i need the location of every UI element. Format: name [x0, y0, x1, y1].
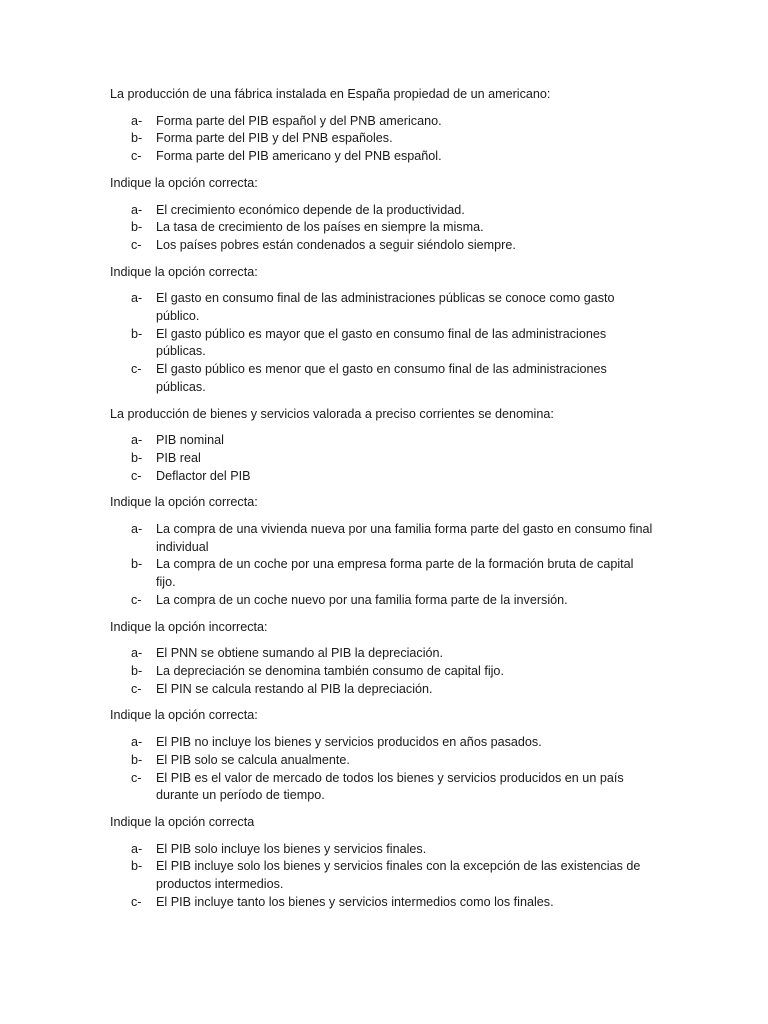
option-text: La depreciación se denomina también consumo de capital fijo. [156, 663, 504, 678]
option-text: La compra de un coche por una empresa forma parte de la formación bruta de capital fijo. [156, 557, 634, 590]
option-letter: c- [131, 237, 142, 252]
option-letter: b- [131, 131, 143, 146]
option-c [110, 148, 664, 166]
option-a [110, 432, 664, 450]
option-letter: c- [131, 770, 142, 785]
option-letter: b- [131, 220, 143, 235]
option-text: El gasto público es mayor que el gasto en consumo final de las administraciones públicas. [156, 326, 607, 359]
option-a [110, 734, 664, 752]
option-text: La compra de un coche nuevo por una familia forma parte de la inversión. [156, 592, 568, 607]
option-letter: c- [131, 468, 142, 483]
options-list [110, 734, 664, 805]
option-letter: b- [131, 663, 143, 678]
option-b [110, 556, 664, 591]
option-text: El PNN se obtiene sumando al PIB la depreciación. [156, 646, 444, 661]
option-letter: b- [131, 859, 143, 874]
option-c [110, 237, 664, 255]
option-letter: b- [131, 557, 143, 572]
option-text: Forma parte del PIB americano y del PNB español. [156, 149, 442, 164]
option-a [110, 841, 664, 859]
option-c [110, 681, 664, 699]
option-letter: c- [131, 362, 142, 377]
option-letter: b- [131, 450, 143, 465]
option-c [110, 894, 664, 912]
options-list [110, 290, 664, 396]
option-text: La compra de una vivienda nueva por una familia forma parte del gasto en consumo final individual [156, 522, 653, 554]
question-text: Indique la opción correcta: [110, 175, 258, 190]
option-text: El PIB incluye solo los bienes y servicios finales con la excepción de las existencias de productos intermedios. [156, 859, 641, 892]
option-b [110, 130, 664, 148]
option-text: PIB nominal [156, 433, 224, 448]
option-b [110, 450, 664, 468]
option-text: El gasto en consumo final de las administraciones públicas se conoce como gasto público. [156, 291, 615, 324]
question-8 [110, 814, 664, 912]
option-letter: b- [131, 326, 143, 341]
option-text: Deflactor del PIB [156, 468, 251, 483]
question-7 [110, 707, 664, 805]
option-letter: a- [131, 646, 143, 661]
question-text: Indique la opción correcta: [110, 495, 258, 510]
option-c [110, 770, 664, 805]
option-text: Forma parte del PIB y del PNB españoles. [156, 131, 393, 146]
question-text: La producción de bienes y servicios valorada a preciso corrientes se denomina: [110, 406, 554, 421]
options-list [110, 521, 664, 610]
question-2 [110, 175, 664, 255]
question-text: Indique la opción correcta [110, 814, 255, 829]
option-letter: c- [131, 681, 142, 696]
option-letter: c- [131, 592, 142, 607]
option-letter: b- [131, 752, 143, 767]
options-list [110, 113, 664, 166]
option-letter: a- [131, 202, 143, 217]
option-a [110, 202, 664, 220]
option-text: El PIB solo incluye los bienes y servicios finales. [156, 841, 427, 856]
question-text: Indique la opción incorrecta: [110, 619, 268, 634]
option-b [110, 219, 664, 237]
option-text: El PIB no incluye los bienes y servicios producidos en años pasados. [156, 735, 542, 750]
option-a [110, 290, 664, 325]
option-letter: c- [131, 149, 142, 164]
option-a [110, 645, 664, 663]
question-3 [110, 264, 664, 397]
option-c [110, 468, 664, 486]
option-letter: c- [131, 894, 142, 909]
options-list [110, 841, 664, 912]
option-text: La tasa de crecimiento de los países en siempre la misma. [156, 220, 484, 235]
option-b [110, 752, 664, 770]
question-1 [110, 86, 664, 166]
option-a [110, 521, 664, 556]
option-b [110, 858, 664, 893]
option-letter: a- [131, 291, 143, 306]
option-text: PIB real [156, 450, 201, 465]
option-b [110, 326, 664, 361]
option-text: El crecimiento económico depende de la productividad. [156, 202, 465, 217]
option-a [110, 113, 664, 131]
option-letter: a- [131, 735, 143, 750]
options-list [110, 432, 664, 485]
option-text: Forma parte del PIB español y del PNB americano. [156, 113, 442, 128]
option-letter: a- [131, 113, 143, 128]
question-text: Indique la opción correcta: [110, 264, 258, 279]
option-c [110, 361, 664, 396]
options-list [110, 202, 664, 255]
option-text: El PIB es el valor de mercado de todos los bienes y servicios producidos en un país durante un período de tiempo. [156, 770, 624, 803]
question-5 [110, 494, 664, 609]
option-letter: a- [131, 522, 143, 537]
question-6 [110, 619, 664, 699]
question-text: La producción de una fábrica instalada en España propiedad de un americano: [110, 87, 551, 101]
option-c [110, 592, 664, 610]
option-text: El PIB solo se calcula anualmente. [156, 752, 350, 767]
options-list [110, 645, 664, 698]
option-b [110, 663, 664, 681]
option-text: Los países pobres están condenados a seguir siéndolo siempre. [156, 237, 516, 252]
question-text: Indique la opción correcta: [110, 708, 258, 723]
option-text: El PIB incluye tanto los bienes y servicios intermedios como los finales. [156, 894, 554, 909]
option-text: El gasto público es menor que el gasto en consumo final de las administraciones públicas. [156, 362, 607, 394]
option-text: El PIN se calcula restando al PIB la depreciación. [156, 681, 433, 696]
question-4 [110, 406, 664, 486]
option-letter: a- [131, 433, 143, 448]
option-letter: a- [131, 841, 143, 856]
